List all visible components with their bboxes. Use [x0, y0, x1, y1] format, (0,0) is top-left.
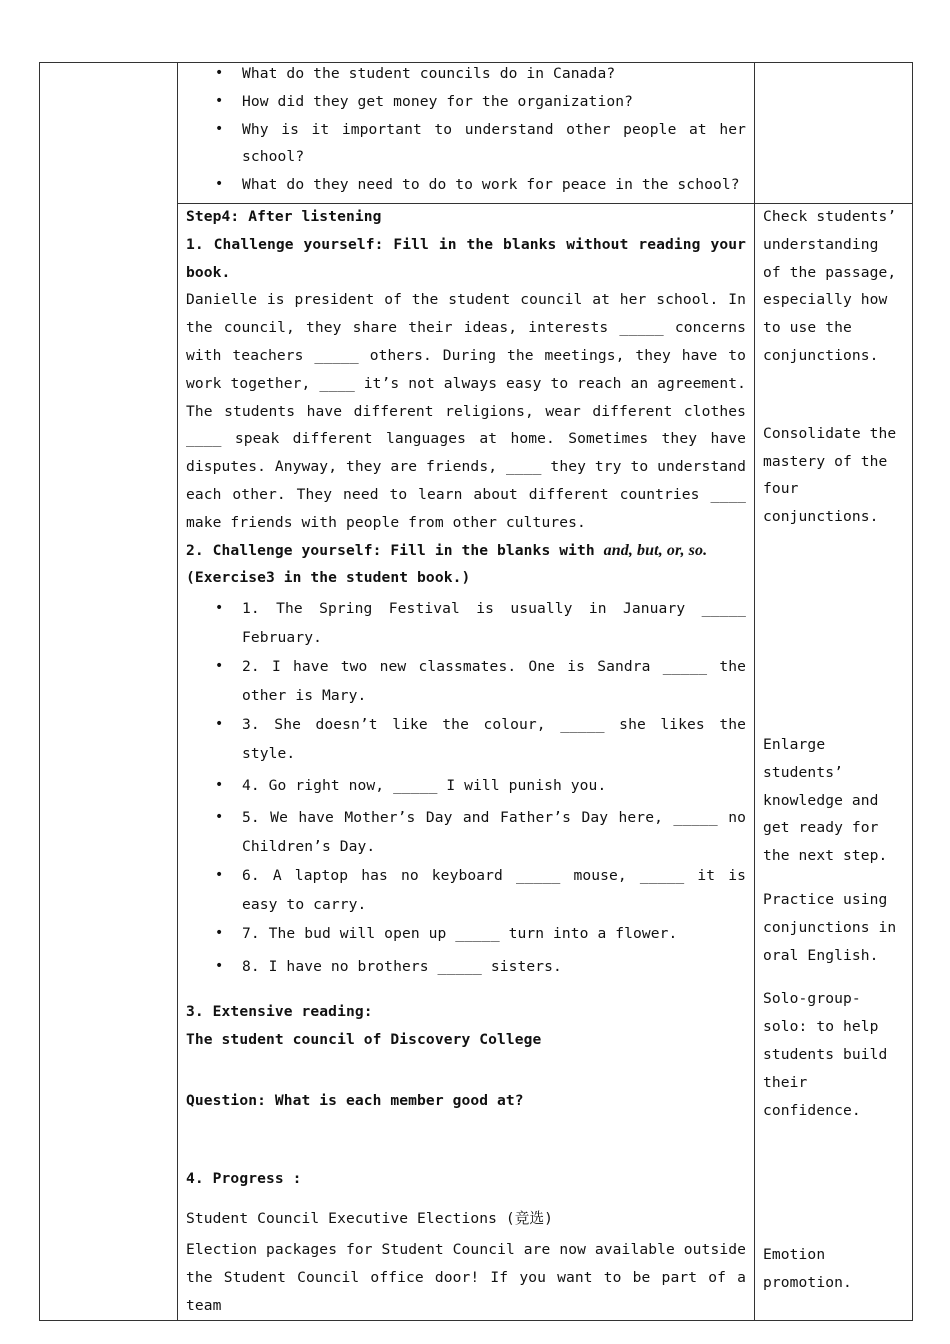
purpose-note: Enlarge students’ knowledge and get ready for the next step.: [763, 735, 888, 865]
purpose-note: Practice using conjunctions in oral English.: [763, 890, 897, 964]
exercise-item: • 6. A laptop has no keyboard _____ mouse, _____ it is easy to carry.: [178, 861, 754, 919]
exercise-item: • 7. The bud will open up _____ turn into a flower.: [178, 919, 754, 948]
exercise-item: • 4. Go right now, _____ I will punish you.: [178, 771, 754, 800]
exercise-list: [178, 594, 754, 981]
purpose-note: Consolidate the mastery of the four conjunctions.: [763, 424, 897, 526]
purpose-note: Check students’ understanding of the passage, especially how to use the conjunctions.: [763, 208, 897, 364]
notes-cell-top: [755, 63, 913, 204]
elections-title: Student Council Executive Elections (竞选): [186, 1210, 554, 1228]
activities-cell: [178, 204, 755, 1321]
elections-text: Election packages for Student Council are now available outside the Student Council office door! If you want to be part of a team: [186, 1241, 746, 1314]
exercise-item: • 5. We have Mother’s Day and Father’s Day here, _____ no Children’s Day.: [178, 803, 754, 861]
progress-title: 4. Progress :: [186, 1169, 302, 1187]
purpose-note: Emotion promotion.: [763, 1246, 852, 1292]
challenge1-title: 1. Challenge yourself: Fill in the blanks without reading your book.: [186, 235, 746, 281]
lesson-plan-table: [39, 62, 913, 1321]
question-item: • What do the student councils do in Canada?: [178, 60, 754, 88]
challenge2-keywords: and, but, or, so.: [603, 541, 708, 559]
question-item: • How did they get money for the organization?: [178, 88, 754, 116]
purpose-note: Solo-group-solo: to help students build their confidence.: [763, 990, 888, 1119]
challenge2-note: (Exercise3 in the student book.): [186, 569, 471, 587]
step-title: Step4: After listening: [186, 208, 382, 225]
question-item: • Why is it important to understand other people at her school?: [178, 116, 754, 172]
extensive-reading-subtitle: The student council of Discovery College: [186, 1030, 542, 1048]
exercise-item: • 3. She doesn’t like the colour, _____ she likes the style.: [178, 710, 754, 768]
questions-row: [40, 63, 913, 204]
cloze-passage: Danielle is president of the student council at her school. In the council, they share their ideas, interests _____ concerns with teachers _____ others. During the meetings, they have to work together, ____ it’s not always easy to reach an agreement. The students have different religions, wear different clothes ____ speak different languages at home. Sometimes they have disputes. Anyway, they are friends, ____ they try to understand each other. They need to learn about different countries ____ make friends with people from other cultures.: [186, 291, 746, 531]
challenge2-prefix: 2. Challenge yourself: Fill in the blanks with: [186, 541, 604, 559]
questions-cell: [178, 63, 755, 204]
exercise-item: • 8. I have no brothers _____ sisters.: [178, 952, 754, 981]
question-item: • What do they need to do to work for peace in the school?: [178, 171, 754, 199]
extensive-reading-title: 3. Extensive reading:: [186, 1003, 373, 1021]
teaching-purpose-cell: [755, 204, 913, 1321]
exercise-item: • 2. I have two new classmates. One is Sandra _____ the other is Mary.: [178, 652, 754, 710]
empty-left-column: [40, 63, 178, 1321]
question-list: [178, 60, 754, 199]
challenge2-title: [186, 537, 746, 565]
question-prompt: Question: What is each member good at?: [186, 1091, 524, 1109]
exercise-item: • 1. The Spring Festival is usually in January _____ February.: [178, 594, 754, 652]
